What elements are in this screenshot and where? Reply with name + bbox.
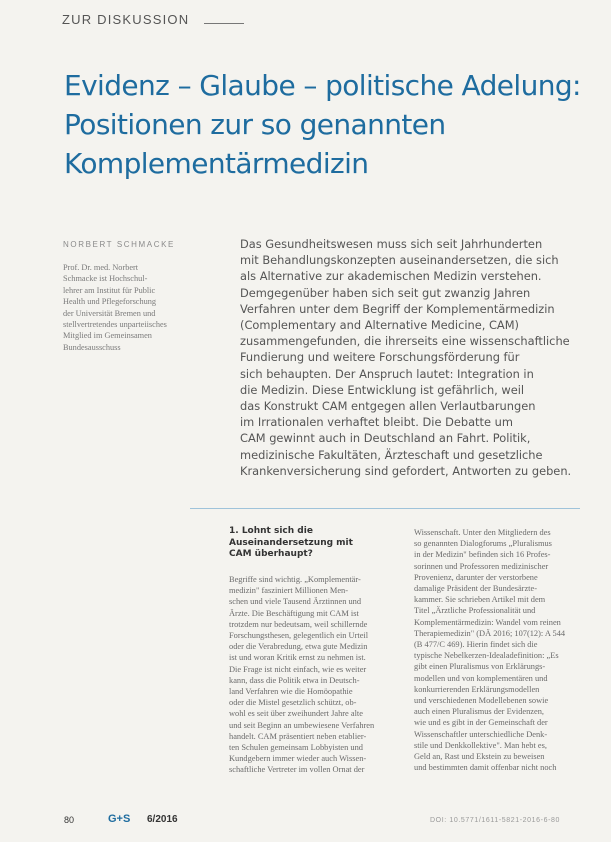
author-bio-line: Health und Pflegeforschung: [63, 297, 157, 307]
body-line: Begriffe sind wichtig. „Komplementär-: [229, 575, 361, 584]
body-column-left: [229, 574, 407, 776]
lead-line: das Konstrukt CAM entgegen allen Verlautbarungen: [240, 399, 536, 414]
divider-rule: [190, 508, 580, 509]
section-heading: [229, 526, 394, 561]
body-line: stile und Denkkollektive". Man hebt es,: [414, 740, 547, 750]
body-line: schaftliche Vertreter im vollen Ornat der: [229, 765, 365, 775]
body-line: kammer. Sie schrieben Artikel mit dem: [414, 595, 546, 605]
body-line: und seit Beginn an umbewiesene Verfahren: [229, 720, 375, 730]
body-line: damalige Präsident der Bundesärzte-: [414, 584, 538, 594]
body-line: und bestimmten damit offenbar nicht noch: [414, 763, 557, 773]
lead-line: im Irrationalen verhaftet bleibt. Die Debatte um: [240, 415, 513, 430]
body-column-right: [414, 527, 596, 773]
lead-line: Krankenversicherung sind gefordert, Antworten zu geben.: [240, 463, 572, 478]
title-line: Komplementärmedizin: [64, 147, 369, 180]
author-bio-line: lehrer am Institut für Public: [63, 285, 156, 295]
body-line: Wissenschaftler unterschiedliche Denk-: [414, 729, 548, 739]
lead-line: (Complementary and Alternative Medicine, CAM): [240, 318, 519, 333]
lead-line: zusammengefunden, die ihrerseits eine wissenschaftliche: [240, 334, 570, 349]
author-bio-line: Mitglied im Gemeinsamen: [63, 331, 152, 341]
body-line: Komplementärmedizin: Wandel vom reinen: [414, 617, 561, 627]
lead-line: als Alternative zur akademischen Medizin verstehen.: [240, 269, 542, 284]
body-line: und verschiedenen Modellebenen sowie: [414, 696, 549, 706]
lead-line: Demgegenüber haben sich seit gut zwanzig Jahren: [240, 285, 531, 300]
body-line: Kundgebern immer wieder auch Wissen-: [229, 754, 367, 764]
body-line: schen und viele Tausend Ärztinnen und: [229, 597, 362, 607]
body-line: kann, dass die Politik etwa in Deutsch-: [229, 675, 360, 685]
body-line: Forschungsthesen, gelegentlich ein Urteil: [229, 631, 369, 641]
issue-number: 6/2016: [147, 814, 178, 825]
body-line: typische Nebelkerzen-Idealadefinition: „Es: [414, 651, 559, 661]
lead-line: Fundierung und weitere Forschungsförderung für: [240, 350, 520, 365]
body-line: Ärzte. Die Beschäftigung mit CAM ist: [229, 608, 359, 618]
author-bio-line: Schmacke ist Hochschul-: [63, 274, 148, 284]
lead-line: die Medizin. Diese Entwicklung ist gefährlich, weil: [240, 382, 525, 397]
body-line: Provenienz, darunter der verstorbene: [414, 572, 538, 582]
body-line: trotzdem nur bedeutsam, weil schillernde: [229, 619, 368, 629]
body-line: Die Frage ist nicht einfach, wie es weiter: [229, 664, 367, 674]
body-line: oder die Verabredung, etwa gute Medizin: [229, 642, 368, 652]
body-line: auch einen Pluralismus der Evidenzen,: [414, 707, 545, 717]
body-line: Wissenschaft. Unter den Mitgliedern des: [414, 528, 551, 537]
body-line: in der Medizin" befinden sich 16 Profes-: [414, 550, 551, 560]
doi-text: DOI: 10.5771/1611-5821-2016-6-80: [430, 817, 560, 824]
body-line: Titel „Ärztliche Professionalität und: [414, 606, 536, 616]
body-line: land Verfahren wie die Homöopathie: [229, 687, 353, 697]
lead-line: Verfahren unter dem Begriff der Komplementärmedizin: [240, 301, 555, 316]
body-line: wohl es seit über zweihundert Jahre alte: [229, 709, 363, 719]
body-line: oder die Mistel gesetzlich schützt, ob-: [229, 698, 357, 708]
title-line: Positionen zur so genannten: [64, 108, 446, 141]
body-line: modellen und von komplementären und: [414, 673, 548, 683]
article-lead: [240, 236, 600, 479]
author-bio-line: der Universität Bremen und: [63, 308, 156, 318]
section-heading-line: CAM überhaupt?: [229, 549, 313, 559]
author-bio-line: stellvertretendes unparteiisches: [63, 320, 167, 330]
body-line: konkurrierenden Erklärungsmodellen: [414, 684, 540, 694]
title-line: Evidenz – Glaube – politische Adelung:: [64, 69, 581, 102]
journal-logo: G+S: [108, 813, 131, 825]
body-line: medizin" fasziniert Millionen Men-: [229, 586, 349, 596]
lead-line: Das Gesundheitswesen muss sich seit Jahrhunderten: [240, 237, 543, 251]
author-bio: [63, 262, 183, 353]
section-label: ZUR DISKUSSION: [62, 12, 190, 27]
body-line: (B 477/C 469). Hierin findet sich die: [414, 640, 538, 650]
body-line: sorinnen und Professoren medizinischer: [414, 561, 549, 571]
body-line: so genannten Dialogforums „Pluralismus: [414, 539, 552, 549]
body-line: ist und woran Kritik ernst zu nehmen ist.: [229, 653, 366, 663]
lead-line: sich behaupten. Der Anspruch lautet: Integration in: [240, 366, 534, 381]
page-number: 80: [64, 815, 75, 825]
body-line: handelt. CAM präsentiert neben etablier-: [229, 731, 367, 741]
section-rule: [204, 23, 244, 24]
section-heading-line: 1. Lohnt sich die: [229, 526, 313, 536]
body-line: Geld an, Rast und Ekstein zu beweisen: [414, 752, 545, 762]
author-bio-line: Prof. Dr. med. Norbert: [63, 263, 139, 272]
author-bio-line: Bundesausschuss: [63, 342, 121, 352]
section-heading-line: Auseinandersetzung mit: [229, 537, 353, 548]
author-name: NORBERT SCHMACKE: [63, 240, 175, 249]
body-line: Therapiemedizin" (DÄ 2016; 107(12): A 544: [414, 628, 566, 638]
lead-line: medizinische Fakultäten, Ärzteschaft und gesetzliche: [240, 447, 543, 462]
article-title: [64, 66, 604, 183]
lead-line: mit Behandlungskonzepten auseinandersetzen, die sich: [240, 253, 559, 268]
lead-line: CAM gewinnt auch in Deutschland an Fahrt. Politik,: [240, 431, 531, 446]
body-line: gibt einen Pluralismus von Erklärungs-: [414, 662, 546, 672]
body-line: wie und es gibt in der Gemeinschaft der: [414, 718, 548, 728]
body-line: ten Schulen gemeinsam Lobbyisten und: [229, 743, 363, 753]
